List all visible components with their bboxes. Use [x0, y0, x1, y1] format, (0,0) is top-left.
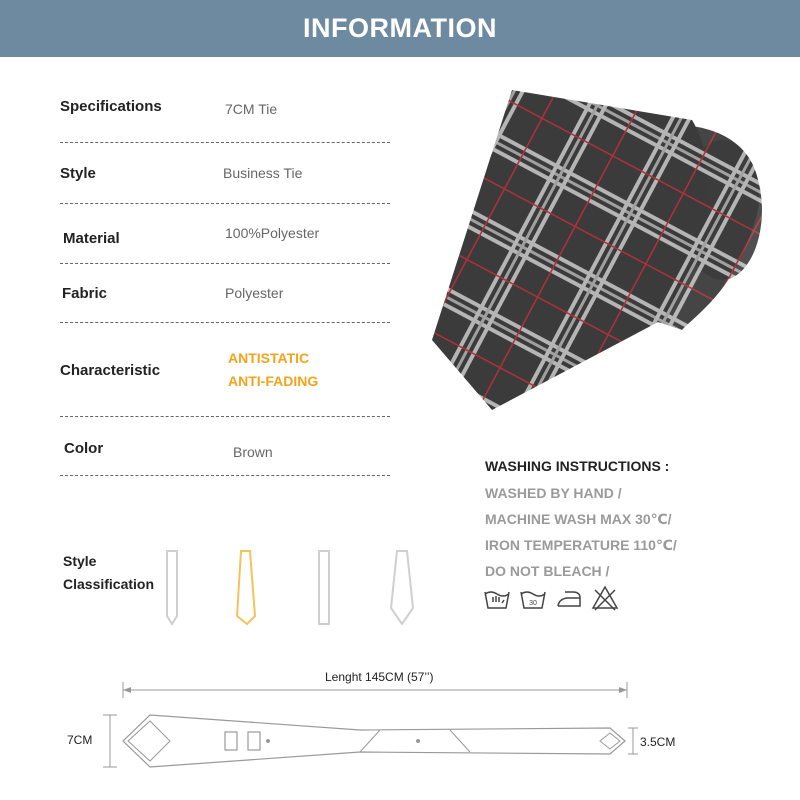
spec-label: Style [60, 165, 96, 182]
information-header [0, 0, 800, 57]
spec-value: 7CM Tie [225, 101, 278, 117]
characteristic-values [228, 347, 318, 393]
spec-label: Material [63, 230, 120, 247]
spec-value: Business Tie [223, 165, 303, 181]
divider [60, 322, 390, 323]
spec-label: Color [64, 440, 104, 457]
spec-value: 100%Polyester [225, 225, 320, 241]
divider [60, 142, 390, 143]
tie-wide-end-label: 7CM [67, 733, 93, 747]
washing-title: WASHING INSTRUCTIONS : [485, 458, 670, 474]
no-bleach-icon [591, 584, 619, 612]
washing-icons [483, 584, 619, 612]
tie-style-straight-icon [311, 548, 337, 628]
divider [60, 203, 390, 204]
tie-narrow-end-label: 3.5CM [640, 735, 676, 749]
spec-value: Polyester [225, 285, 284, 301]
tie-style-selected-icon [233, 548, 259, 628]
tie-style-skinny-icon [160, 548, 186, 628]
header-title: INFORMATION [303, 13, 497, 43]
washing-hand: WASHED BY HAND / [485, 485, 622, 501]
spec-label: Fabric [62, 285, 108, 302]
tie-style-wide-icon [389, 548, 415, 628]
machine-wash-30-icon [519, 584, 547, 612]
tie-length-label: Lenght 145CM (57’’) [325, 670, 434, 684]
spec-label: Specifications [60, 98, 162, 115]
hand-wash-icon [483, 584, 511, 612]
style-label-line2: Classification [63, 576, 155, 592]
style-classification-label [63, 550, 154, 596]
washing-machine: MACHINE WASH MAX 30℃/ [485, 511, 672, 527]
washing-bleach: DO NOT BLEACH / [485, 563, 610, 579]
divider [60, 416, 390, 417]
characteristic-anti-fading: ANTI-FADING [228, 373, 319, 389]
divider [60, 263, 390, 264]
machine-wash-temp: 30 [529, 600, 537, 607]
tie-photo [412, 80, 792, 410]
spec-label: Characteristic [60, 362, 161, 379]
iron-icon [555, 584, 583, 612]
washing-iron: IRON TEMPERATURE 110℃/ [485, 537, 677, 553]
divider [60, 475, 390, 476]
style-label-line1: Style [63, 553, 97, 569]
spec-value: Brown [233, 444, 273, 460]
characteristic-antistatic: ANTISTATIC [228, 350, 310, 366]
